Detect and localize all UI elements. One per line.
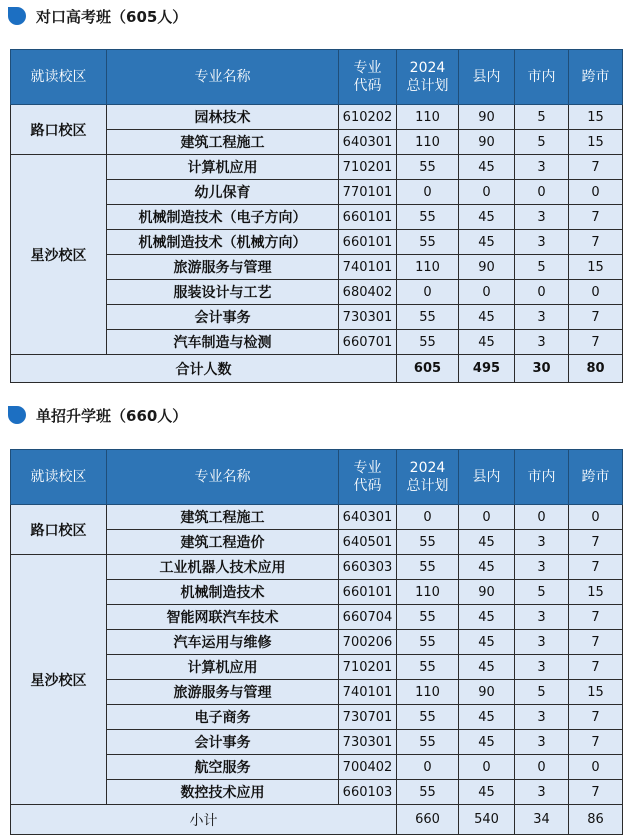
city-cell: 5 <box>515 580 569 605</box>
plan-cell: 0 <box>397 180 459 205</box>
code-cell: 680402 <box>339 280 397 305</box>
city-cell: 5 <box>515 680 569 705</box>
county-cell: 90 <box>459 580 515 605</box>
code-cell: 640301 <box>339 505 397 530</box>
header-major: 专业名称 <box>107 50 339 105</box>
major-cell: 建筑工程造价 <box>107 530 339 555</box>
code-cell: 740101 <box>339 680 397 705</box>
county-cell: 45 <box>459 655 515 680</box>
cross-cell: 7 <box>569 630 623 655</box>
section-title-1 <box>8 5 187 27</box>
leaf-bullet-icon <box>8 7 26 25</box>
total-plan: 605 <box>397 355 459 383</box>
header-campus: 就读校区 <box>11 450 107 505</box>
leaf-bullet-icon <box>8 406 26 424</box>
code-cell: 610202 <box>339 105 397 130</box>
header-cross: 跨市 <box>569 450 623 505</box>
code-cell: 710201 <box>339 155 397 180</box>
code-cell: 770101 <box>339 180 397 205</box>
header-county: 县内 <box>459 450 515 505</box>
city-cell: 3 <box>515 230 569 255</box>
enrollment-table-1 <box>10 49 623 383</box>
code-cell: 700206 <box>339 630 397 655</box>
county-cell: 45 <box>459 555 515 580</box>
header-code: 专业 代码 <box>339 50 397 105</box>
table-row <box>11 555 623 580</box>
cross-cell: 7 <box>569 230 623 255</box>
major-cell: 园林技术 <box>107 105 339 130</box>
plan-cell: 0 <box>397 280 459 305</box>
major-cell: 计算机应用 <box>107 655 339 680</box>
major-cell: 机械制造技术（机械方向） <box>107 230 339 255</box>
plan-cell: 55 <box>397 705 459 730</box>
header-county: 县内 <box>459 50 515 105</box>
major-cell: 旅游服务与管理 <box>107 680 339 705</box>
cross-cell: 7 <box>569 305 623 330</box>
city-cell: 3 <box>515 705 569 730</box>
major-cell: 旅游服务与管理 <box>107 255 339 280</box>
plan-cell: 55 <box>397 305 459 330</box>
section-1-title: 对口高考班（605人） <box>36 7 188 26</box>
major-cell: 电子商务 <box>107 705 339 730</box>
code-cell: 660704 <box>339 605 397 630</box>
header-city: 市内 <box>515 450 569 505</box>
county-cell: 0 <box>459 280 515 305</box>
county-cell: 45 <box>459 605 515 630</box>
city-cell: 3 <box>515 555 569 580</box>
city-cell: 0 <box>515 280 569 305</box>
county-cell: 45 <box>459 630 515 655</box>
total-city: 30 <box>515 355 569 383</box>
plan-cell: 55 <box>397 605 459 630</box>
major-cell: 汽车制造与检测 <box>107 330 339 355</box>
county-cell: 45 <box>459 730 515 755</box>
cross-cell: 15 <box>569 580 623 605</box>
code-cell: 640301 <box>339 130 397 155</box>
enrollment-table-2 <box>10 449 623 835</box>
city-cell: 3 <box>515 530 569 555</box>
city-cell: 5 <box>515 255 569 280</box>
cross-cell: 15 <box>569 130 623 155</box>
county-cell: 45 <box>459 205 515 230</box>
plan-cell: 0 <box>397 505 459 530</box>
county-cell: 45 <box>459 230 515 255</box>
major-cell: 工业机器人技术应用 <box>107 555 339 580</box>
county-cell: 45 <box>459 780 515 805</box>
county-cell: 90 <box>459 680 515 705</box>
header-cross: 跨市 <box>569 50 623 105</box>
campus-cell: 星沙校区 <box>11 555 107 805</box>
code-cell: 660303 <box>339 555 397 580</box>
major-cell: 航空服务 <box>107 755 339 780</box>
plan-cell: 55 <box>397 205 459 230</box>
county-cell: 0 <box>459 505 515 530</box>
plan-cell: 55 <box>397 330 459 355</box>
city-cell: 0 <box>515 755 569 780</box>
code-cell: 730701 <box>339 705 397 730</box>
county-cell: 45 <box>459 530 515 555</box>
county-cell: 90 <box>459 255 515 280</box>
header-plan: 2024 总计划 <box>397 450 459 505</box>
major-cell: 智能网联汽车技术 <box>107 605 339 630</box>
cross-cell: 7 <box>569 780 623 805</box>
cross-cell: 7 <box>569 555 623 580</box>
county-cell: 90 <box>459 130 515 155</box>
city-cell: 3 <box>515 305 569 330</box>
plan-cell: 55 <box>397 630 459 655</box>
code-cell: 730301 <box>339 305 397 330</box>
major-cell: 服装设计与工艺 <box>107 280 339 305</box>
cross-cell: 0 <box>569 755 623 780</box>
city-cell: 3 <box>515 630 569 655</box>
city-cell: 5 <box>515 105 569 130</box>
cross-cell: 7 <box>569 705 623 730</box>
cross-cell: 7 <box>569 605 623 630</box>
total-row <box>11 805 623 835</box>
plan-cell: 110 <box>397 580 459 605</box>
plan-cell: 0 <box>397 755 459 780</box>
code-cell: 640501 <box>339 530 397 555</box>
header-city: 市内 <box>515 50 569 105</box>
total-label: 合计人数 <box>11 355 397 383</box>
city-cell: 0 <box>515 505 569 530</box>
header-campus: 就读校区 <box>11 50 107 105</box>
total-label: 小计 <box>11 805 397 835</box>
cross-cell: 0 <box>569 180 623 205</box>
cross-cell: 7 <box>569 330 623 355</box>
plan-cell: 110 <box>397 255 459 280</box>
code-cell: 660101 <box>339 230 397 255</box>
cross-cell: 7 <box>569 655 623 680</box>
plan-cell: 55 <box>397 555 459 580</box>
city-cell: 0 <box>515 180 569 205</box>
campus-cell: 星沙校区 <box>11 155 107 355</box>
total-row <box>11 355 623 383</box>
major-cell: 幼儿保育 <box>107 180 339 205</box>
plan-cell: 55 <box>397 230 459 255</box>
major-cell: 会计事务 <box>107 305 339 330</box>
city-cell: 5 <box>515 130 569 155</box>
county-cell: 45 <box>459 305 515 330</box>
header-code: 专业 代码 <box>339 450 397 505</box>
code-cell: 660701 <box>339 330 397 355</box>
code-cell: 660101 <box>339 580 397 605</box>
cross-cell: 15 <box>569 255 623 280</box>
major-cell: 建筑工程施工 <box>107 505 339 530</box>
section-2-title: 单招升学班（660人） <box>36 406 188 425</box>
table-body <box>11 105 623 383</box>
cross-cell: 0 <box>569 505 623 530</box>
plan-cell: 55 <box>397 530 459 555</box>
county-cell: 0 <box>459 180 515 205</box>
city-cell: 3 <box>515 655 569 680</box>
cross-cell: 7 <box>569 205 623 230</box>
cross-cell: 7 <box>569 730 623 755</box>
county-cell: 45 <box>459 330 515 355</box>
cross-cell: 15 <box>569 680 623 705</box>
code-cell: 660103 <box>339 780 397 805</box>
table-row <box>11 155 623 180</box>
plan-cell: 55 <box>397 655 459 680</box>
city-cell: 3 <box>515 205 569 230</box>
table-row <box>11 505 623 530</box>
table-header-row <box>11 450 623 505</box>
campus-cell: 路口校区 <box>11 505 107 555</box>
total-county: 540 <box>459 805 515 835</box>
county-cell: 90 <box>459 105 515 130</box>
total-cross: 86 <box>569 805 623 835</box>
code-cell: 660101 <box>339 205 397 230</box>
header-major: 专业名称 <box>107 450 339 505</box>
table-header-row <box>11 50 623 105</box>
total-cross: 80 <box>569 355 623 383</box>
major-cell: 建筑工程施工 <box>107 130 339 155</box>
total-county: 495 <box>459 355 515 383</box>
city-cell: 3 <box>515 780 569 805</box>
code-cell: 740101 <box>339 255 397 280</box>
section-title-2 <box>8 404 187 426</box>
total-city: 34 <box>515 805 569 835</box>
county-cell: 45 <box>459 705 515 730</box>
county-cell: 0 <box>459 755 515 780</box>
total-plan: 660 <box>397 805 459 835</box>
city-cell: 3 <box>515 730 569 755</box>
major-cell: 会计事务 <box>107 730 339 755</box>
major-cell: 机械制造技术 <box>107 580 339 605</box>
plan-cell: 55 <box>397 780 459 805</box>
city-cell: 3 <box>515 605 569 630</box>
header-plan: 2024 总计划 <box>397 50 459 105</box>
table-row <box>11 105 623 130</box>
major-cell: 数控技术应用 <box>107 780 339 805</box>
code-cell: 730301 <box>339 730 397 755</box>
county-cell: 45 <box>459 155 515 180</box>
major-cell: 计算机应用 <box>107 155 339 180</box>
campus-cell: 路口校区 <box>11 105 107 155</box>
plan-cell: 55 <box>397 155 459 180</box>
cross-cell: 7 <box>569 530 623 555</box>
city-cell: 3 <box>515 330 569 355</box>
code-cell: 710201 <box>339 655 397 680</box>
cross-cell: 0 <box>569 280 623 305</box>
plan-cell: 110 <box>397 130 459 155</box>
plan-cell: 110 <box>397 680 459 705</box>
major-cell: 机械制造技术（电子方向） <box>107 205 339 230</box>
code-cell: 700402 <box>339 755 397 780</box>
cross-cell: 7 <box>569 155 623 180</box>
plan-cell: 55 <box>397 730 459 755</box>
plan-cell: 110 <box>397 105 459 130</box>
cross-cell: 15 <box>569 105 623 130</box>
city-cell: 3 <box>515 155 569 180</box>
table-body <box>11 505 623 835</box>
major-cell: 汽车运用与维修 <box>107 630 339 655</box>
